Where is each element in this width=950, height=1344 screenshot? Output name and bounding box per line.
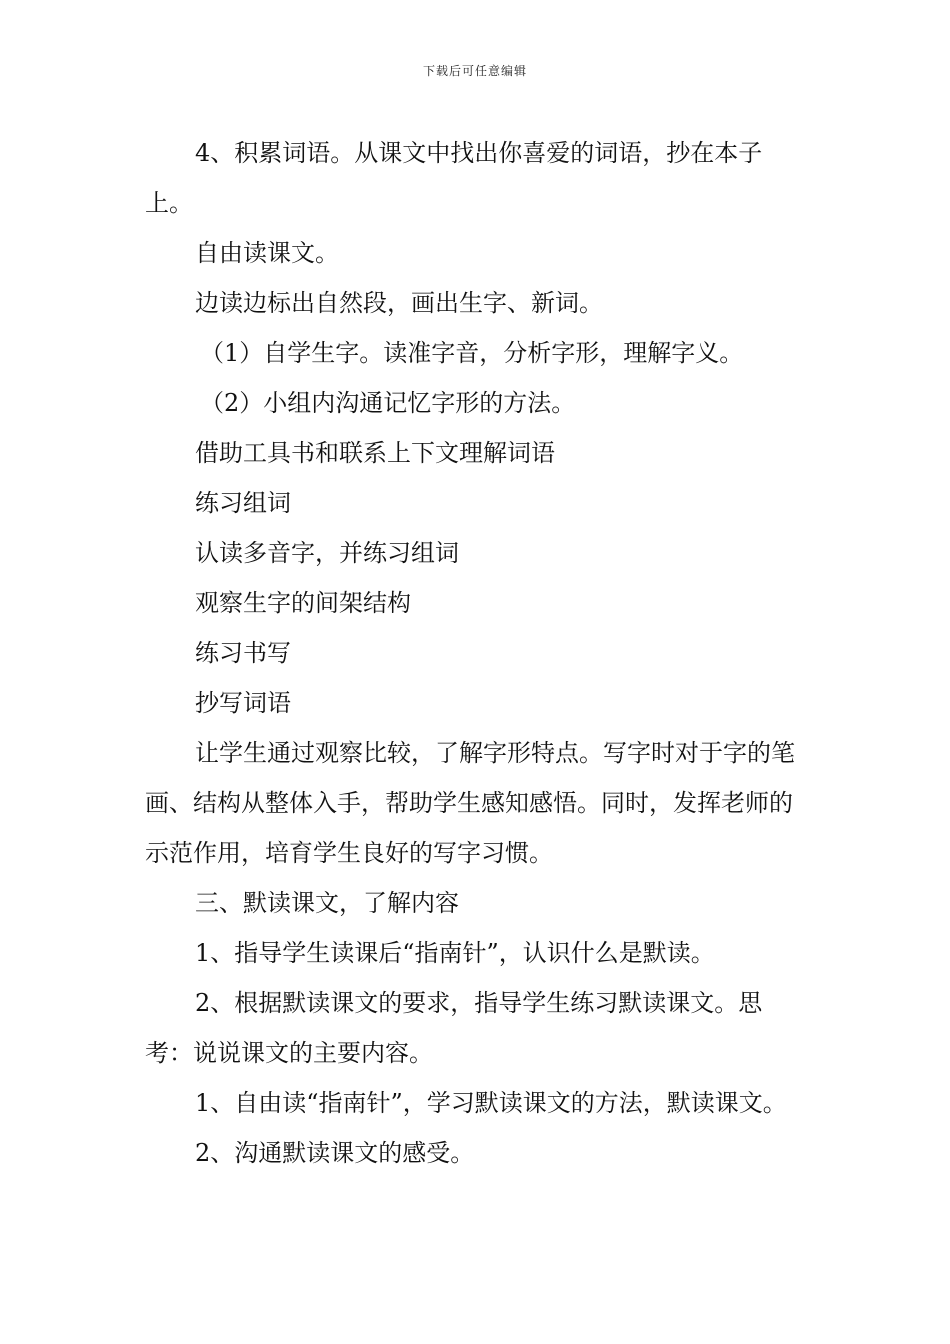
paragraph-guide-pointer: 1、指导学生读课后“指南针”，认识什么是默读。 xyxy=(195,939,715,967)
paragraph-character-structure: 观察生字的间架结构 xyxy=(195,589,411,617)
paragraph-word-building: 练习组词 xyxy=(195,489,291,517)
document-body xyxy=(145,128,807,1178)
paragraph-self-study-characters: （1）自学生字。读准字音，分析字形，理解字义。 xyxy=(200,339,744,367)
paragraph-reference-books: 借助工具书和联系上下文理解词语 xyxy=(195,439,555,467)
paragraph-practice-silent-reading: 2、根据默读课文的要求，指导学生练习默读课文。思考：说说课文的主要内容。 xyxy=(145,989,763,1067)
page-header-note: 下载后可任意编辑 xyxy=(422,64,527,78)
paragraph-copy-words: 抄写词语 xyxy=(195,689,291,717)
paragraph-accumulate-words: 4、积累词语。从课文中找出你喜爱的词语，抄在本子上。 xyxy=(145,139,763,217)
paragraph-polyphonic: 认读多音字，并练习组词 xyxy=(195,539,459,567)
paragraph-free-reading: 自由读课文。 xyxy=(195,239,339,267)
paragraph-observe-compare: 让学生通过观察比较，了解字形特点。写字时对于字的笔画、结构从整体入手，帮助学生感知感悟。同时，发挥老师的示范作用，培育学生良好的写字习惯。 xyxy=(145,739,795,867)
paragraph-writing-practice: 练习书写 xyxy=(195,639,291,667)
paragraph-read-pointer: 1、自由读“指南针”，学习默读课文的方法，默读课文。 xyxy=(195,1089,787,1117)
section-heading-silent-reading: 三、默读课文，了解内容 xyxy=(195,889,459,917)
paragraph-mark-sections: 边读边标出自然段，画出生字、新词。 xyxy=(195,289,603,317)
paragraph-share-feelings: 2、沟通默读课文的感受。 xyxy=(195,1139,475,1167)
paragraph-group-memory-methods: （2）小组内沟通记忆字形的方法。 xyxy=(200,389,576,417)
